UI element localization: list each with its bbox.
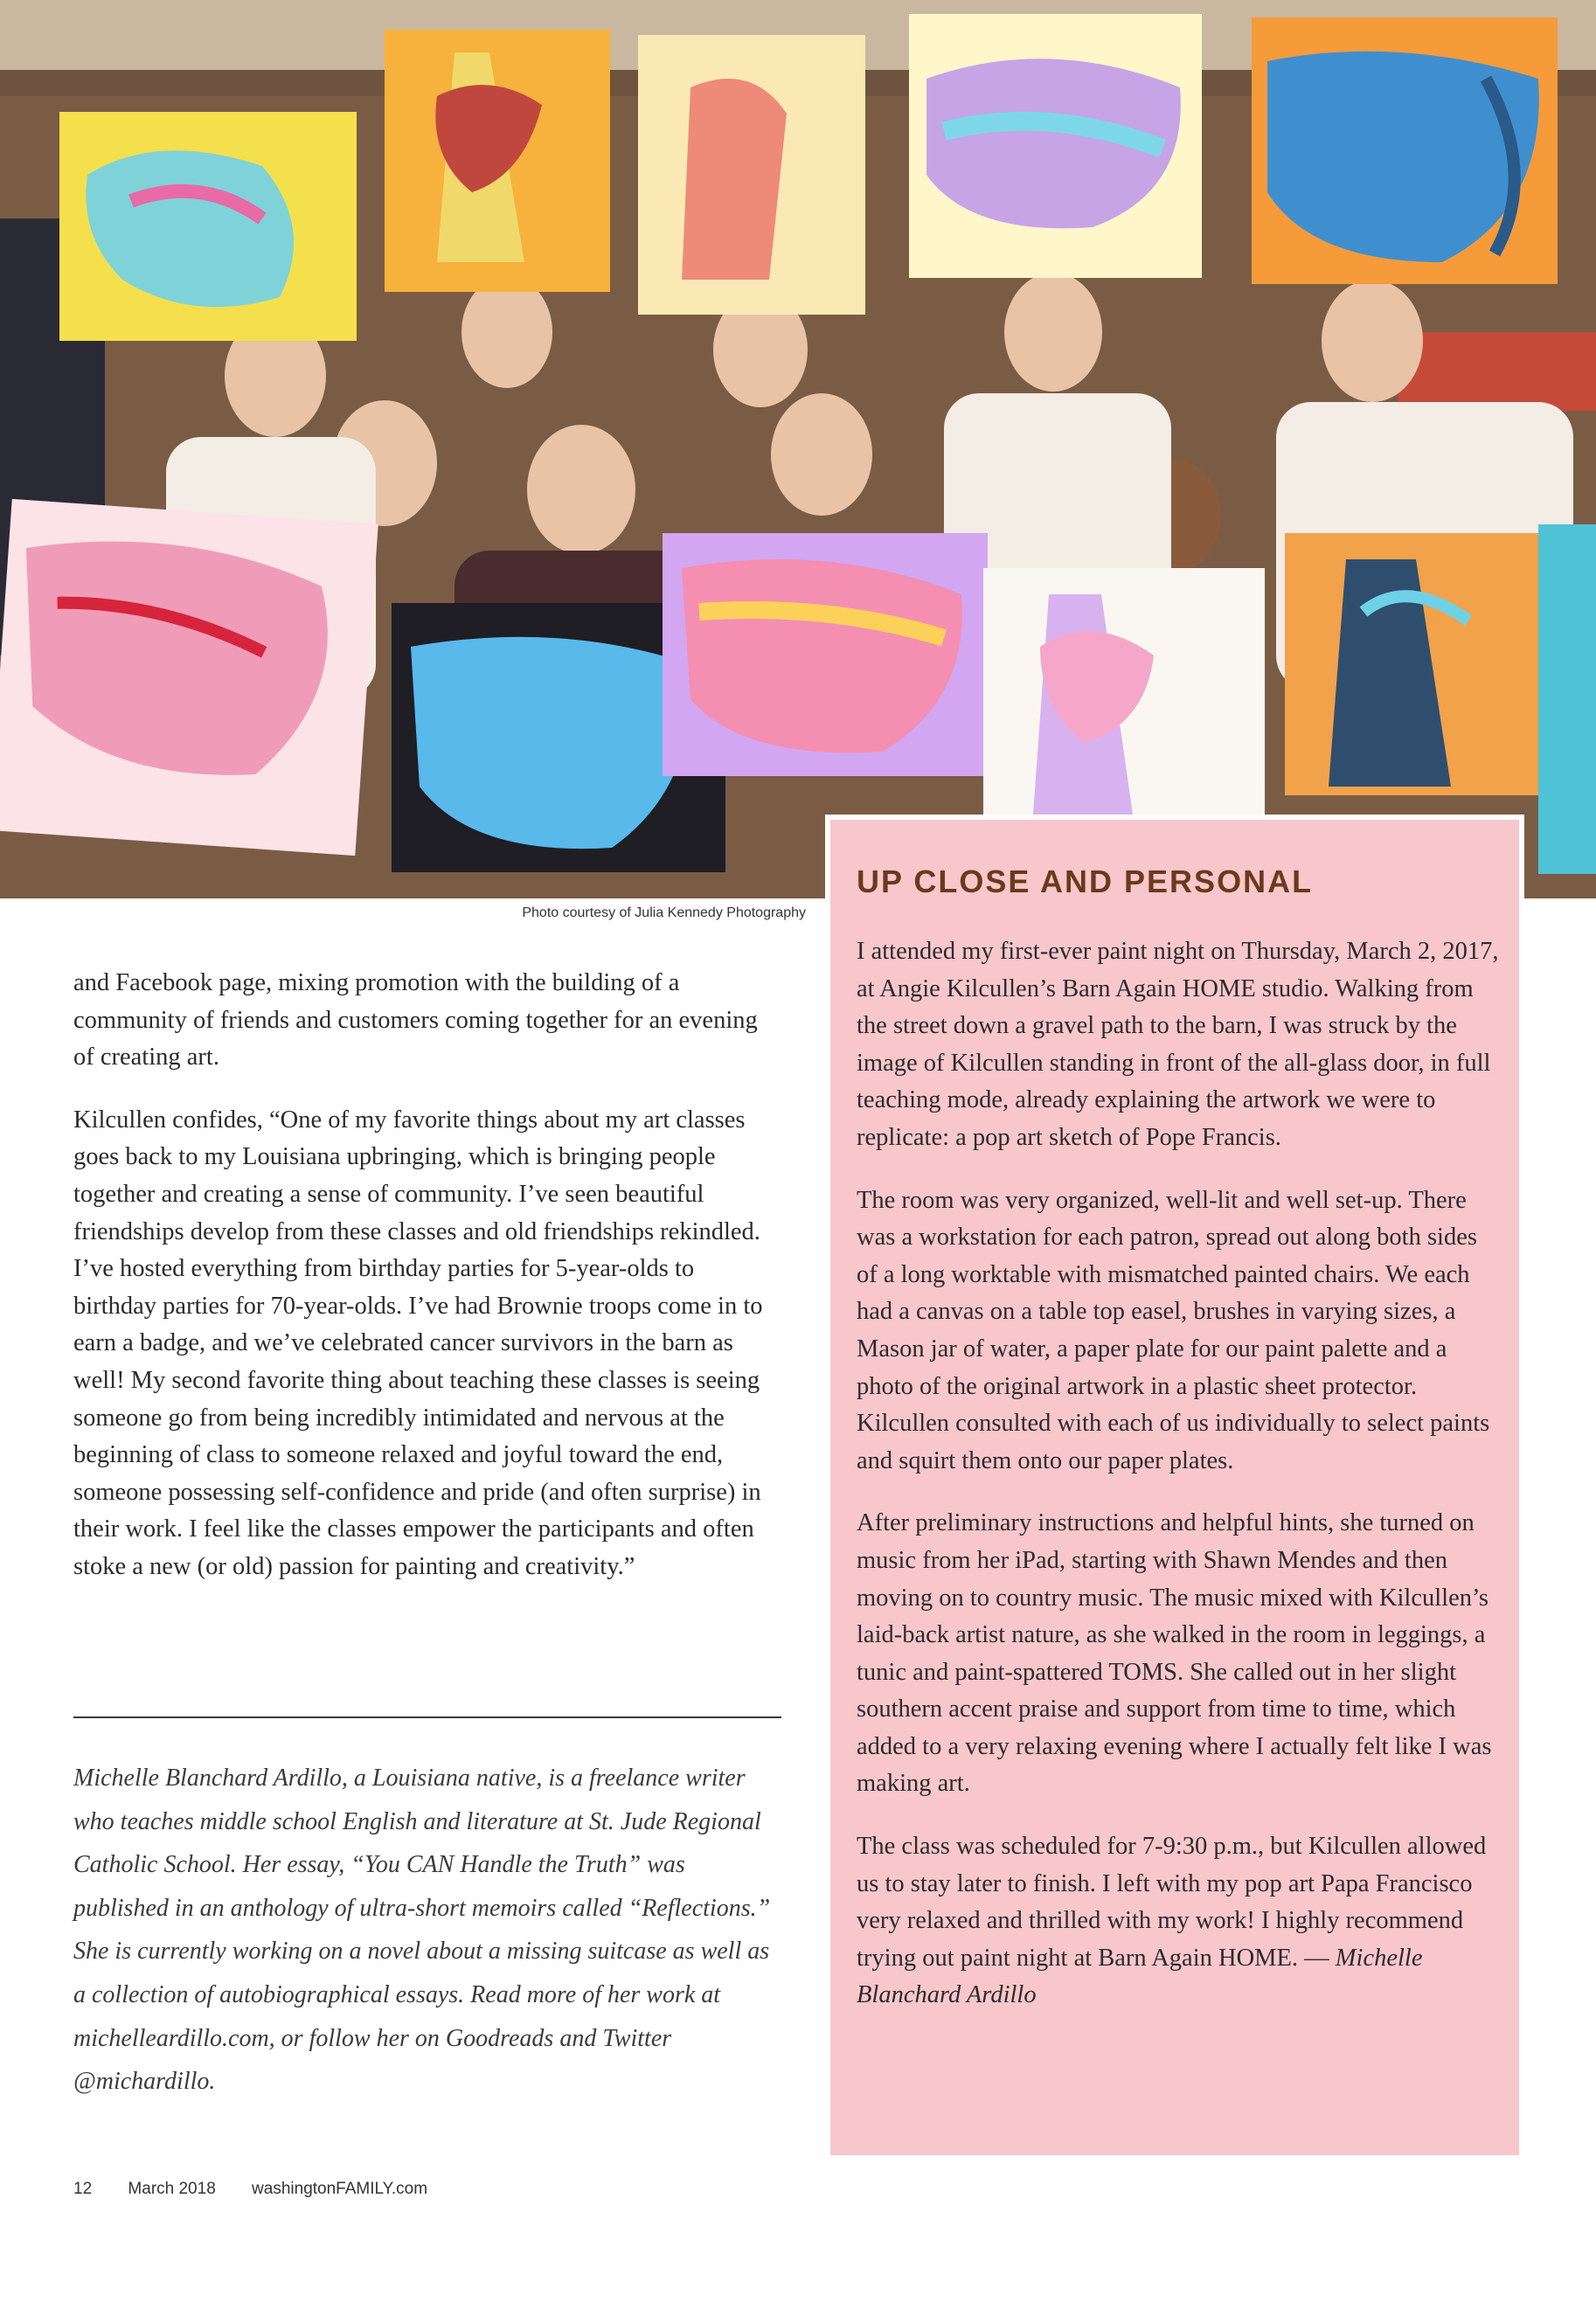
sidebar-signature: Michelle Blanchard Ardillo [857,1944,1423,2009]
issue-date: March 2018 [128,2180,216,2198]
article-paragraph: Kilcullen confides, “One of my favorite things about my art classes goes back to my Louisiana upbringing, which is bringing people together and creating a sense of community. I’ve seen beautiful friendships develop from these classes and old friendships rekindled. I’ve hosted everything from birthday parties for 5-year-olds to birthday parties for 70-year-olds. I’ve had Brownie troops come in to earn a badge, and we’ve celebrated cancer survivors in the barn as well! My second favorite thing about teaching these classes is seeing someone go from being incredibly intimidated and nervous at the beginning of class to someone relaxed and joyful toward the end, someone possessing self-confidence and pride (and often surprise) in their work. I feel like the classes empower the participants and often stoke a new (or old) passion for painting and creativity.” [73,1106,763,1580]
sidebar-paragraph: After preliminary instructions and helpful hints, she turned on music from her iPad, starting with Shawn Mendes and then moving on to country music. The music mixed with Kilcullen’s laid-back artist nature, as she walked in the room in leggings, a tunic and paint-spattered TOMS. She called out in her slight southern accent praise and support from time to time, which added to a very relaxing evening where I actually felt like I was making art. [857,1509,1492,1798]
photo-credit: Photo courtesy of Julia Kennedy Photography [522,905,806,920]
hero-photo [0,0,1596,898]
sidebar-paragraph: The room was very organized, well-lit and well set-up. There was a workstation for each patron, spread out along both sides of a long worktable with mismatched painted chairs. We each had a canvas on a table top easel, brushes in varying sizes, a Mason jar of water, a paper plate for our paint palette and a photo of the original artwork in a plastic sheet protector. Kilcullen consulted with each of us individually to select paints and squirt them onto our paper plates. [857,1186,1490,1474]
site-link[interactable]: washingtonFAMILY.com [252,2180,428,2198]
hero-photo-illustration [0,0,1596,898]
article-paragraph: and Facebook page, mixing promotion with the building of a community of friends and customers coming together for an evening of creating art. [73,969,758,1071]
sidebar-title: UP CLOSE AND PERSONAL [857,863,1314,899]
article-left-column [73,965,781,1612]
sidebar-paragraph-last [857,1828,1503,2014]
page-number: 12 [73,2180,93,2198]
sidebar-body [857,933,1503,2040]
section-divider [73,1716,781,1718]
sidebar-paragraph: I attended my first-ever paint night on Thursday, March 2, 2017, at Angie Kilcullen’s Barn Again HOME studio. Walking from the street down a gravel path to the barn, I was struck by the image of Kilcullen standing in front of the all-glass door, in full teaching mode, already explaining the artwork we were to replicate: a pop art sketch of Pope Francis. [857,938,1499,1151]
page-footer [73,2180,459,2199]
author-bio: Michelle Blanchard Ardillo, a Louisiana native, is a freelance writer who teaches middle school English and literature at St. Jude Regional Catholic School. Her essay, “You CAN Handle the Truth” was published in an anthology of ultra-short memoirs called “Reflections.” She is currently working on a novel about a missing suitcase as well as a collection of autobiographical essays. Read more of her work at michelleardillo.com, or follow her on Goodreads and Twitter @michardillo. [73,1765,771,2096]
sidebar-last-text: The class was scheduled for 7-9:30 p.m., but Kilcullen allowed us to stay later to finish. I left with my pop art Papa Francisco very relaxed and thrilled with my work! I highly recommend trying out paint night at Barn Again HOME. — [857,1833,1487,1972]
sidebar-box [825,815,1524,2160]
